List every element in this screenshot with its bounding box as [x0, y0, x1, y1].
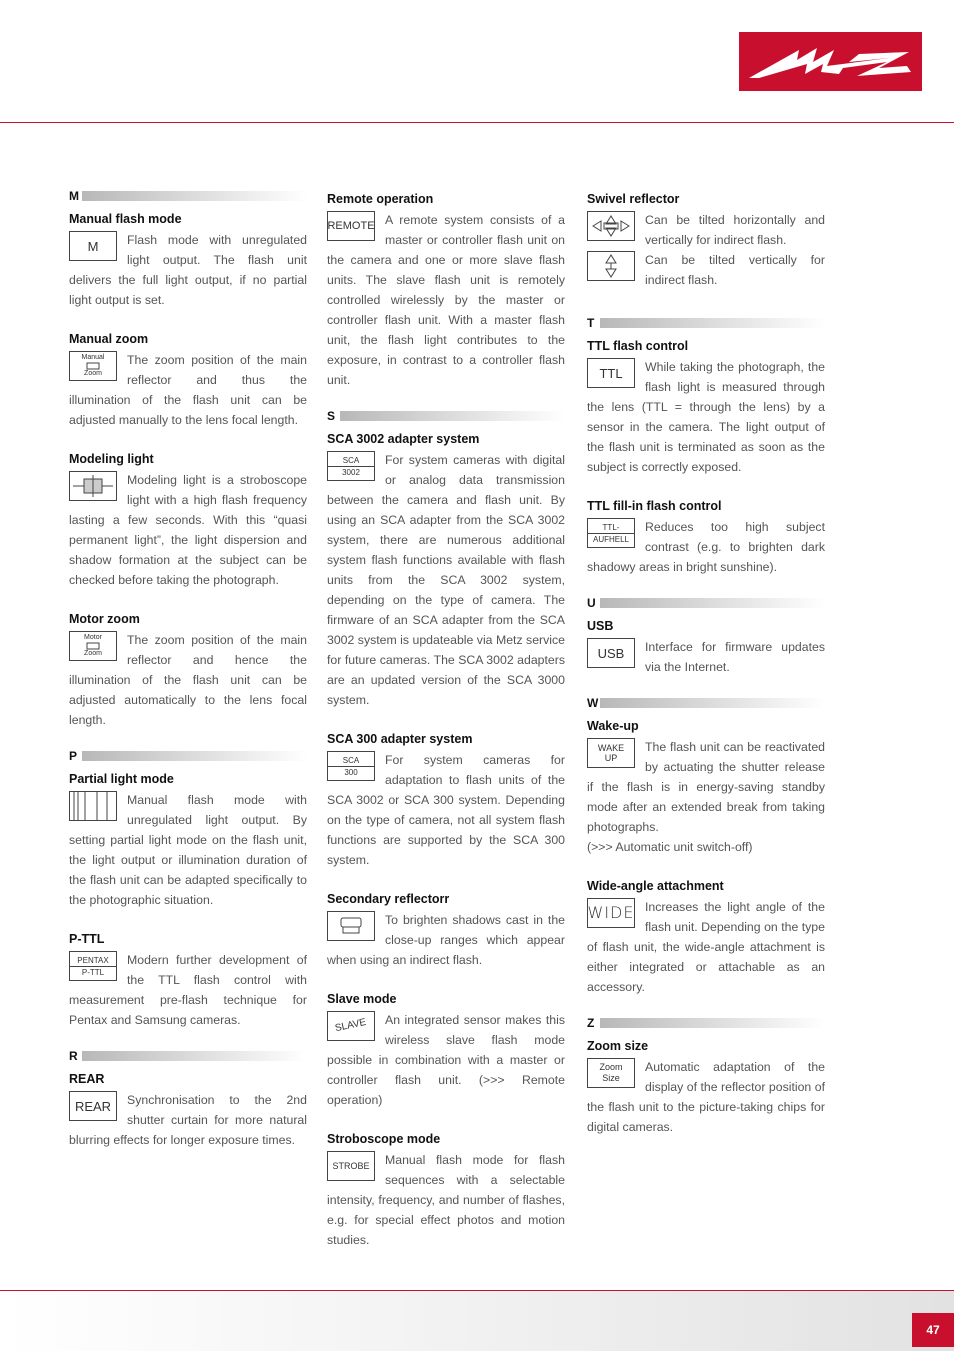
partial-light-icon — [69, 791, 117, 821]
column-1 — [69, 190, 307, 1170]
entry-text: Manual flash mode with unregulated light output. By setting partial light mode on the flash unit, the light output or illumination duration of the flash unit can be adapted specifically to the photographic situation. — [69, 793, 307, 907]
section-letter-w: W — [587, 697, 825, 709]
wide-icon: WIDE — [587, 898, 635, 928]
section-letter-r: R — [69, 1050, 307, 1062]
entry-slave — [327, 990, 565, 1110]
entry-title: Stroboscope mode — [327, 1132, 441, 1146]
entry-title: Modeling light — [69, 452, 154, 466]
header-rule — [0, 122, 954, 123]
entry-title: REAR — [69, 1072, 105, 1086]
entry-text: Automatic adaptation of the display of the reflector position of the flash unit to the picture-taking chips for digital cameras. — [587, 1060, 825, 1134]
entry-wake-up — [587, 717, 825, 857]
slave-icon: SLAVE — [327, 1011, 375, 1041]
swivel-icons — [587, 211, 635, 291]
entry-p-ttl — [69, 930, 307, 1030]
entry-title: Swivel reflector — [587, 192, 680, 206]
entry-text: For system cameras with digital or analog data transmission between the camera and flash unit. By using an SCA adapter from the SCA 3002 system, there are numerous additional system flash functions available with flash units from the SCA 3002 system, depending on the type of camera. The firmware of an SCA adapter from the SCA 3002 system is updateable via Metz service for future cameras. The SCA 3002 adapters are an updated version of the SCA 3000 system. — [327, 453, 565, 707]
entry-usb — [587, 617, 825, 677]
entry-title: Slave mode — [327, 992, 397, 1006]
section-letter-s: S — [327, 410, 565, 422]
secondary-reflector-icon — [327, 911, 375, 941]
usb-icon: USB — [587, 638, 635, 668]
entry-title: USB — [587, 619, 614, 633]
metz-logo — [739, 32, 922, 91]
entry-text: Increases the light angle of the flash unit. Depending on the type of flash unit, the wide-angle attachment is either integrated or attachable as an accessory. — [587, 900, 825, 994]
entry-zoom-size — [587, 1037, 825, 1137]
remote-icon: REMOTE — [327, 211, 375, 241]
manual-zoom-icon: Manual Zoom — [69, 351, 117, 381]
wake-up-icon: WAKE UP — [587, 738, 635, 768]
entry-secondary-reflector — [327, 890, 565, 970]
entry-title: Wide-angle attachment — [587, 879, 724, 893]
column-3 — [587, 190, 825, 1157]
zoom-size-icon: Zoom Size — [587, 1058, 635, 1088]
entry-wide-angle — [587, 877, 825, 997]
strobe-icon: STROBE — [327, 1151, 375, 1181]
entry-manual-zoom — [69, 330, 307, 430]
entry-text: Interface for firmware updates via the Internet. — [645, 640, 825, 674]
entry-remote — [327, 190, 565, 390]
entry-text: Modeling light is a stroboscope light with a high flash frequency lasting a few seconds. With this “quasi permanent light”, the light dispersion and shadow formation at the subject can be checked before taking the photograph. — [69, 473, 307, 587]
entry-title: Zoom size — [587, 1039, 649, 1053]
entry-sca3002 — [327, 430, 565, 710]
entry-title: P-TTL — [69, 932, 105, 946]
entry-text: Synchronisation to the 2nd shutter curtain for more natural blurring effects for longer exposure times. — [69, 1093, 307, 1147]
swivel-vertical-icon — [587, 251, 635, 281]
entry-title: Partial light mode — [69, 772, 174, 786]
entry-title: Remote operation — [327, 192, 434, 206]
entry-text: The zoom position of the main reflector and thus the illumination of the flash unit can be adjusted manually to the lens focal length. — [69, 353, 307, 427]
entry-text: Flash mode with unregulated light output. The flash unit delivers the full light output, if no partial light output is set. — [69, 233, 307, 307]
entry-text-2: Can be tilted vertically for indirect flash. — [645, 253, 825, 287]
manual-mode-icon: M — [69, 231, 117, 261]
entry-ttl — [587, 337, 825, 477]
footer-band — [0, 1290, 954, 1351]
motor-zoom-icon: Motor Zoom — [69, 631, 117, 661]
entry-ttl-fill — [587, 497, 825, 577]
entry-text: To brighten shadows cast in the close-up ranges which appear when using an indirect flash. — [327, 913, 565, 967]
entry-partial-light — [69, 770, 307, 910]
entry-title: Secondary reflectorr — [327, 892, 450, 906]
entry-title: Wake-up — [587, 719, 639, 733]
entry-title: TTL fill-in flash control — [587, 499, 722, 513]
p-ttl-icon: PENTAX P-TTL — [69, 951, 117, 981]
entry-rear — [69, 1070, 307, 1150]
entry-modeling-light — [69, 450, 307, 590]
entry-title: SCA 3002 adapter system — [327, 432, 480, 446]
entry-note: (>>> Automatic unit switch-off) — [587, 840, 753, 854]
entry-text: Manual flash mode for flash sequences with a selectable intensity, frequency, and number of flashes, e.g. for special effect photos and motion studies. — [327, 1153, 565, 1247]
entry-title: Manual flash mode — [69, 212, 182, 226]
entry-text: An integrated sensor makes this wireless slave flash mode possible in combination with a master or controller flash unit. (>>> Remote operation) — [327, 1013, 565, 1107]
column-2 — [327, 190, 565, 1270]
entry-title: SCA 300 adapter system — [327, 732, 473, 746]
entry-motor-zoom — [69, 610, 307, 730]
entry-title: Manual zoom — [69, 332, 149, 346]
entry-text: While taking the photograph, the flash light is measured through the lens (TTL = through the lens) by a sensor in the camera. The light output of the flash unit is terminated as soon as the subject is correctly exposed. — [587, 360, 825, 474]
sca300-icon: SCA 300 — [327, 751, 375, 781]
entry-title: TTL flash control — [587, 339, 689, 353]
section-letter-m: M — [69, 190, 307, 202]
section-letter-z: Z — [587, 1017, 825, 1029]
section-letter-p: P — [69, 750, 307, 762]
section-letter-t: T — [587, 317, 825, 329]
swivel-horizontal-icon — [587, 211, 635, 241]
entry-stroboscope — [327, 1130, 565, 1250]
section-letter-u: U — [587, 597, 825, 609]
entry-text: For system cameras for adaptation to flash units of the SCA 3002 or SCA 300 system. Depending on the type of camera, not all system flash functions are supported by the SCA 300 system. — [327, 753, 565, 867]
ttl-fill-icon: TTL- AUFHELL — [587, 518, 635, 548]
entry-sca300 — [327, 730, 565, 870]
ttl-icon: TTL — [587, 358, 635, 388]
modeling-light-icon — [69, 471, 117, 501]
entry-text: The zoom position of the main reflector and hence the illumination of the flash unit can be adjusted automatically to the lens focal length. — [69, 633, 307, 727]
entry-swivel — [587, 190, 825, 297]
entry-text: Can be tilted horizontally and vertically for indirect flash. — [645, 213, 825, 247]
entry-text: Reduces too high subject contrast (e.g. to brighten dark shadowy areas in bright sunshine). — [587, 520, 825, 574]
entry-text: A remote system consists of a master or controller flash unit on the camera and one or more slave flash units. The slave flash unit is remotely controlled wirelessly by the master or controller flash unit. With a master flash unit, the flash light contributes to the exposure, in contrast to a controller flash unit. — [327, 213, 565, 387]
entry-text: Modern further development of the TTL flash control with measurement pre-flash technique for Pentax and Samsung cameras. — [69, 953, 307, 1027]
entry-text: The flash unit can be reactivated by actuating the shutter release if the flash is in energy-saving standby mode after an extended break from taking photographs. (>>> Automatic unit switch-off) — [587, 737, 825, 857]
entry-manual-flash — [69, 210, 307, 310]
rear-icon: REAR — [69, 1091, 117, 1121]
page-number: 47 — [912, 1313, 954, 1347]
entry-title: Motor zoom — [69, 612, 140, 626]
sca3002-icon: SCA 3002 — [327, 451, 375, 481]
